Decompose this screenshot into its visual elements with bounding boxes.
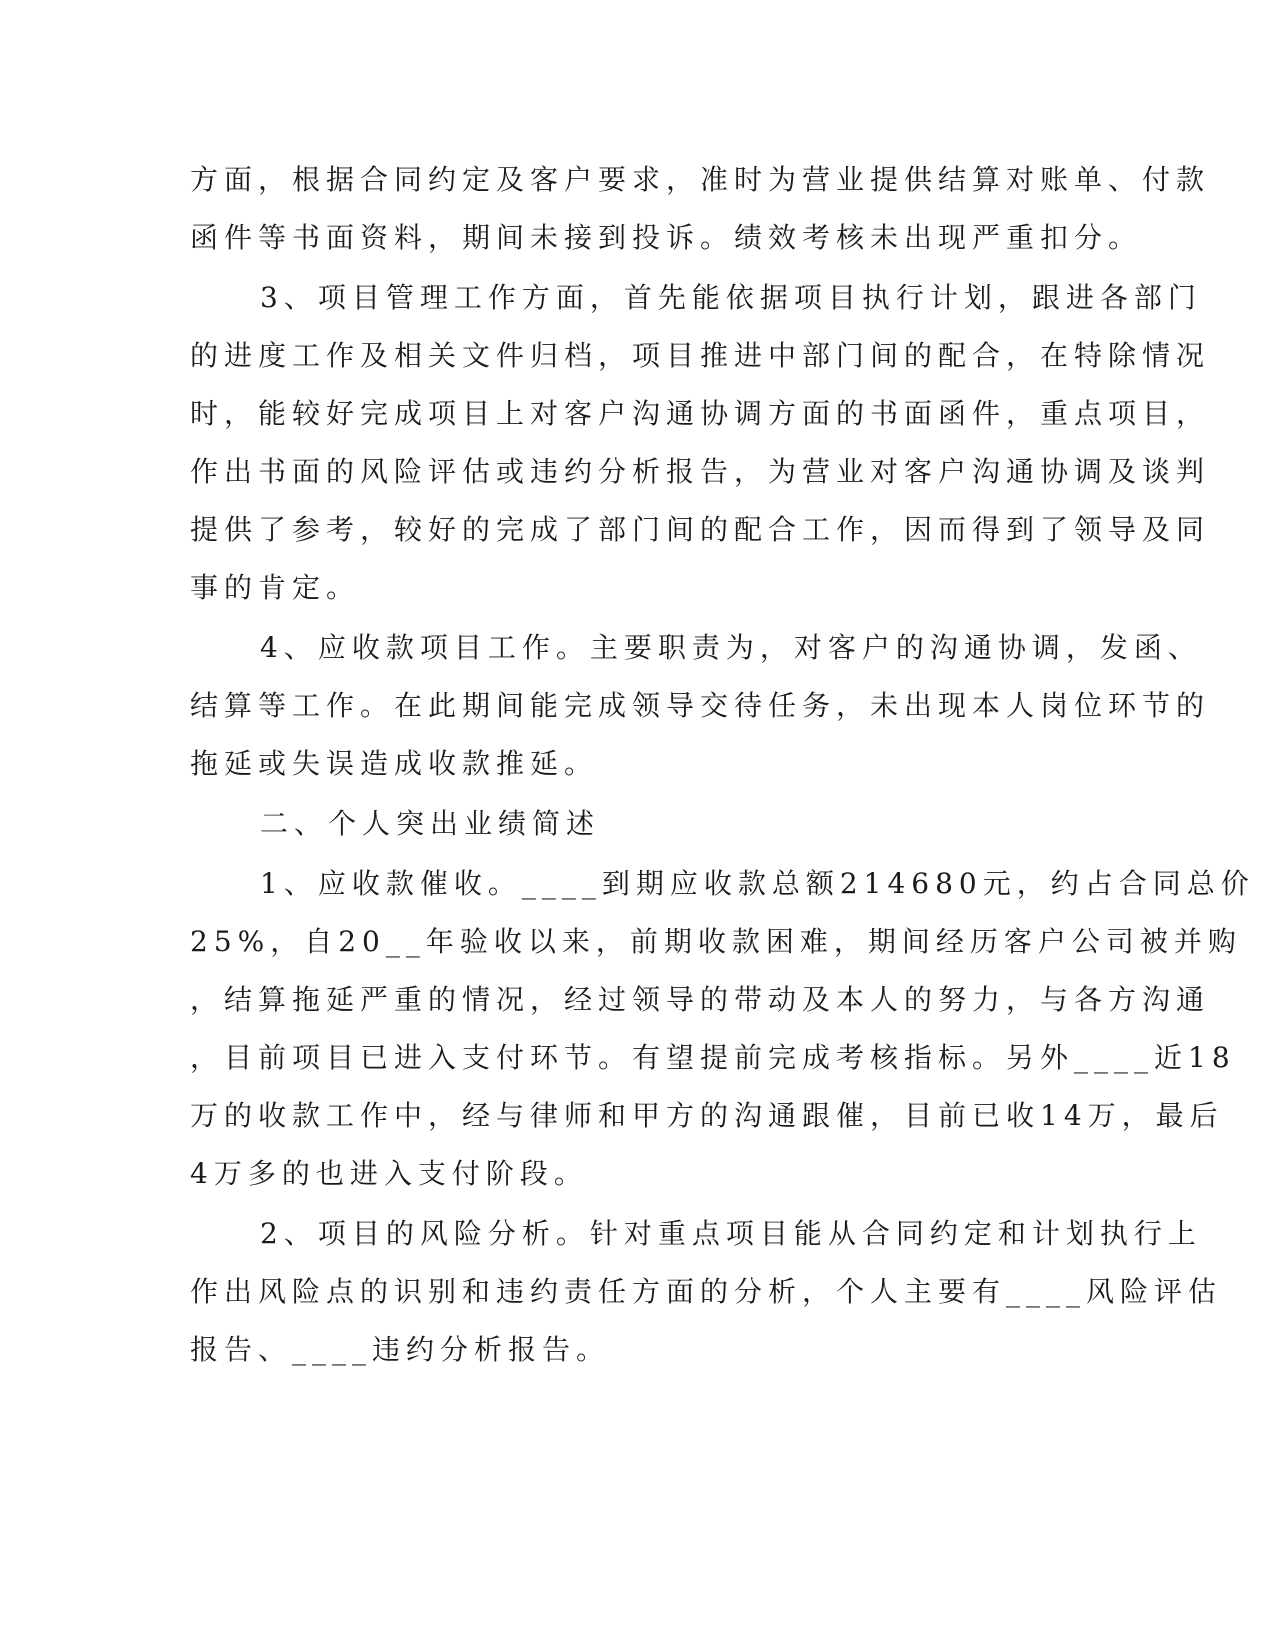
paragraph-line: 2、项目的风险分析。针对重点项目能从合同约定和计划执行上: [260, 1217, 1202, 1250]
paragraph-line: 作出风险点的识别和违约责任方面的分析，个人主要有____风险评估: [190, 1275, 1223, 1308]
paragraph-line: ，结算拖延严重的情况，经过领导的带动及本人的努力，与各方沟通: [190, 983, 1211, 1016]
paragraph-line: 函件等书面资料，期间未接到投诉。绩效考核未出现严重扣分。: [190, 221, 1143, 254]
paragraph-line: ，目前项目已进入支付环节。有望提前完成考核指标。另外____近18: [190, 1041, 1236, 1074]
paragraph-line: 时，能较好完成项目上对客户沟通协调方面的书面函件，重点项目，: [190, 397, 1211, 430]
paragraph-line: 4万多的也进入支付阶段。: [190, 1157, 588, 1190]
paragraph-line: 4、应收款项目工作。主要职责为，对客户的沟通协调，发函、: [260, 631, 1202, 664]
paragraph-line: 25%，自20__年验收以来，前期收款困难，期间经历客户公司被并购: [190, 925, 1242, 958]
paragraph-line: 提供了参考，较好的完成了部门间的配合工作，因而得到了领导及同: [190, 513, 1211, 546]
paragraph-line: 1、应收款催收。____到期应收款总额214680元，约占合同总价: [260, 867, 1255, 900]
paragraph-line: 拖延或失误造成收款推延。: [190, 747, 599, 780]
section-heading: 二、个人突出业绩简述: [260, 807, 601, 840]
paragraph-line: 事的肯定。: [190, 571, 361, 604]
paragraph-line: 万的收款工作中，经与律师和甲方的沟通跟催，目前已收14万，最后: [190, 1099, 1224, 1132]
paragraph-line: 3、项目管理工作方面，首先能依据项目执行计划，跟进各部门: [260, 281, 1202, 314]
paragraph-line: 报告、____违约分析报告。: [190, 1333, 611, 1366]
paragraph-line: 结算等工作。在此期间能完成领导交待任务，未出现本人岗位环节的: [190, 689, 1211, 722]
paragraph-line: 的进度工作及相关文件归档，项目推进中部门间的配合，在特除情况: [190, 339, 1211, 372]
paragraph-line: 作出书面的风险评估或违约分析报告，为营业对客户沟通协调及谈判: [190, 455, 1211, 488]
paragraph-line: 方面，根据合同约定及客户要求，准时为营业提供结算对账单、付款: [190, 163, 1211, 196]
